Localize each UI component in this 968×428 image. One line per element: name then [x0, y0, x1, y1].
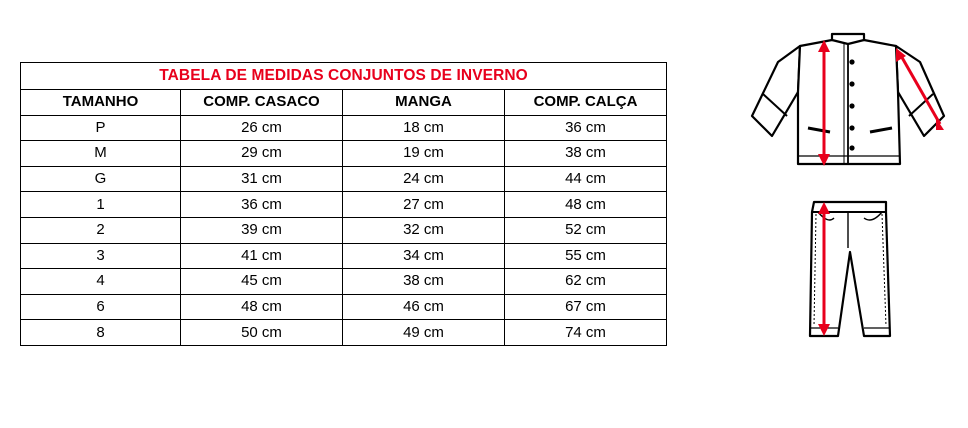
- size-cell: P: [21, 115, 181, 141]
- sleeve-cell: 34 cm: [343, 243, 505, 269]
- size-cell: 2: [21, 217, 181, 243]
- header-manga: MANGA: [343, 90, 505, 116]
- size-table: [20, 62, 667, 346]
- table-title: TABELA DE MEDIDAS CONJUNTOS DE INVERNO: [21, 63, 667, 90]
- size-cell: 8: [21, 320, 181, 346]
- table-row: [21, 192, 667, 218]
- jacket-length-cell: 50 cm: [181, 320, 343, 346]
- sleeve-cell: 49 cm: [343, 320, 505, 346]
- table-row: [21, 243, 667, 269]
- size-cell: 6: [21, 294, 181, 320]
- table-row: [21, 115, 667, 141]
- sleeve-cell: 24 cm: [343, 166, 505, 192]
- size-cell: G: [21, 166, 181, 192]
- table-title-row: [21, 63, 667, 90]
- pants-length-cell: 36 cm: [505, 115, 667, 141]
- sleeve-cell: 46 cm: [343, 294, 505, 320]
- pants-length-cell: 52 cm: [505, 217, 667, 243]
- jacket-length-cell: 41 cm: [181, 243, 343, 269]
- jacket-length-cell: 45 cm: [181, 269, 343, 295]
- table-row: [21, 320, 667, 346]
- table-row: [21, 217, 667, 243]
- pants-length-cell: 48 cm: [505, 192, 667, 218]
- table-row: [21, 166, 667, 192]
- header-tamanho: TAMANHO: [21, 90, 181, 116]
- sleeve-cell: 38 cm: [343, 269, 505, 295]
- jacket-illustration: [748, 32, 948, 172]
- table-row: [21, 141, 667, 167]
- jacket-length-cell: 31 cm: [181, 166, 343, 192]
- pants-length-cell: 55 cm: [505, 243, 667, 269]
- pants-length-cell: 62 cm: [505, 269, 667, 295]
- jacket-length-cell: 29 cm: [181, 141, 343, 167]
- sleeve-cell: 18 cm: [343, 115, 505, 141]
- pants-length-cell: 44 cm: [505, 166, 667, 192]
- pants-illustration: [798, 198, 898, 338]
- table-row: [21, 269, 667, 295]
- jacket-length-cell: 26 cm: [181, 115, 343, 141]
- sleeve-cell: 32 cm: [343, 217, 505, 243]
- sleeve-cell: 19 cm: [343, 141, 505, 167]
- table-row: [21, 294, 667, 320]
- size-cell: 1: [21, 192, 181, 218]
- size-cell: 4: [21, 269, 181, 295]
- pants-length-cell: 74 cm: [505, 320, 667, 346]
- jacket-length-cell: 36 cm: [181, 192, 343, 218]
- pants-length-cell: 67 cm: [505, 294, 667, 320]
- header-comp-calca: COMP. CALÇA: [505, 90, 667, 116]
- sleeve-cell: 27 cm: [343, 192, 505, 218]
- size-cell: M: [21, 141, 181, 167]
- jacket-length-cell: 48 cm: [181, 294, 343, 320]
- table-header-row: [21, 90, 667, 116]
- header-comp-casaco: COMP. CASACO: [181, 90, 343, 116]
- jacket-length-cell: 39 cm: [181, 217, 343, 243]
- size-cell: 3: [21, 243, 181, 269]
- pants-length-cell: 38 cm: [505, 141, 667, 167]
